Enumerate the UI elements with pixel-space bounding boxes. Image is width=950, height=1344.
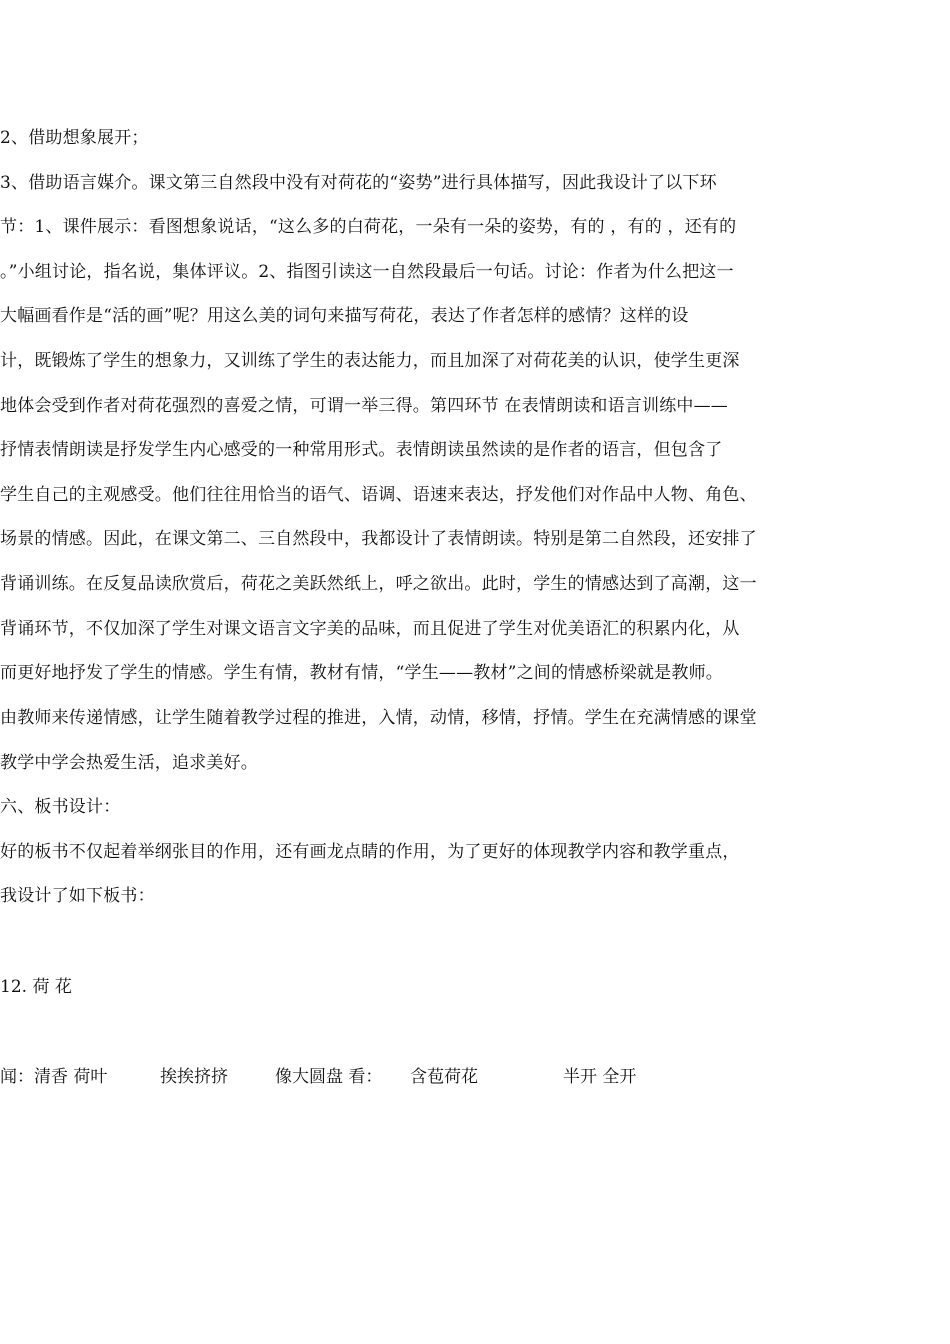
- text-line: 抒情表情朗读是抒发学生内心感受的一种常用形式。表情朗读虽然读的是作者的语言，但包含了: [0, 440, 723, 460]
- text-line: 大幅画看作是“活的画”呢？用这么美的词句来描写荷花，表达了作者怎样的感情？这样的设: [0, 306, 689, 326]
- board-title: 12. 荷 花: [0, 977, 72, 997]
- text-line: 由教师来传递情感，让学生随着教学过程的推进，入情，动情，移情，抒情。学生在充满情感的课堂: [0, 708, 757, 728]
- text-line: 我设计了如下板书：: [0, 886, 155, 906]
- board-open: 半开 全开: [563, 1067, 637, 1087]
- text-line: 。”小组讨论，指名说，集体评议。2、指图引读这一自然段最后一句话。讨论：作者为什么把这一: [0, 262, 734, 282]
- text-line: 背诵训练。在反复品读欣赏后，荷花之美跃然纸上，呼之欲出。此时，学生的情感达到了高潮，这一: [0, 574, 757, 594]
- text-line: 好的板书不仅起着举纲张目的作用，还有画龙点睛的作用，为了更好的体现教学内容和教学重点，: [0, 842, 740, 862]
- text-line: 计，既锻炼了学生的想象力，又训练了学生的表达能力，而且加深了对荷花美的认识，使学生更深: [0, 351, 740, 371]
- board-plate: 像大圆盘 看：: [275, 1067, 383, 1087]
- text-line: 教学中学会热爱生活，追求美好。: [0, 753, 258, 773]
- text-line: 学生自己的主观感受。他们往往用恰当的语气、语调、语速来表达，抒发他们对作品中人物、角色、: [0, 485, 757, 505]
- section-heading: 六、板书设计：: [0, 797, 121, 817]
- text-line: 2、借助想象展开；: [0, 128, 149, 148]
- board-smell: 闻：清香 荷叶: [0, 1067, 108, 1087]
- text-line: 场景的情感。因此，在课文第二、三自然段中，我都设计了表情朗读。特别是第二自然段，还安排了: [0, 529, 757, 549]
- board-bud: 含苞荷花: [410, 1067, 478, 1087]
- text-line: 背诵环节，不仅加深了学生对课文语言文字美的品味，而且促进了学生对优美语汇的积累内化，从: [0, 619, 740, 639]
- text-line: 地体会受到作者对荷花强烈的喜爱之情，可谓一举三得。第四环节 在表情朗读和语言训练中——: [0, 396, 729, 416]
- text-line: 而更好地抒发了学生的情感。学生有情，教材有情，“学生——教材”之间的情感桥梁就是教师。: [0, 663, 723, 683]
- text-line: 节：1、课件展示：看图想象说话，“这么多的白荷花，一朵有一朵的姿势，有的 ，有的 ，还有的: [0, 217, 737, 237]
- text-line: 3、借助语言媒介。课文第三自然段中没有对荷花的“姿势”进行具体描写，因此我设计了以下环: [0, 173, 717, 193]
- board-row: [0, 1066, 900, 1088]
- board-crowded: 挨挨挤挤: [160, 1067, 228, 1087]
